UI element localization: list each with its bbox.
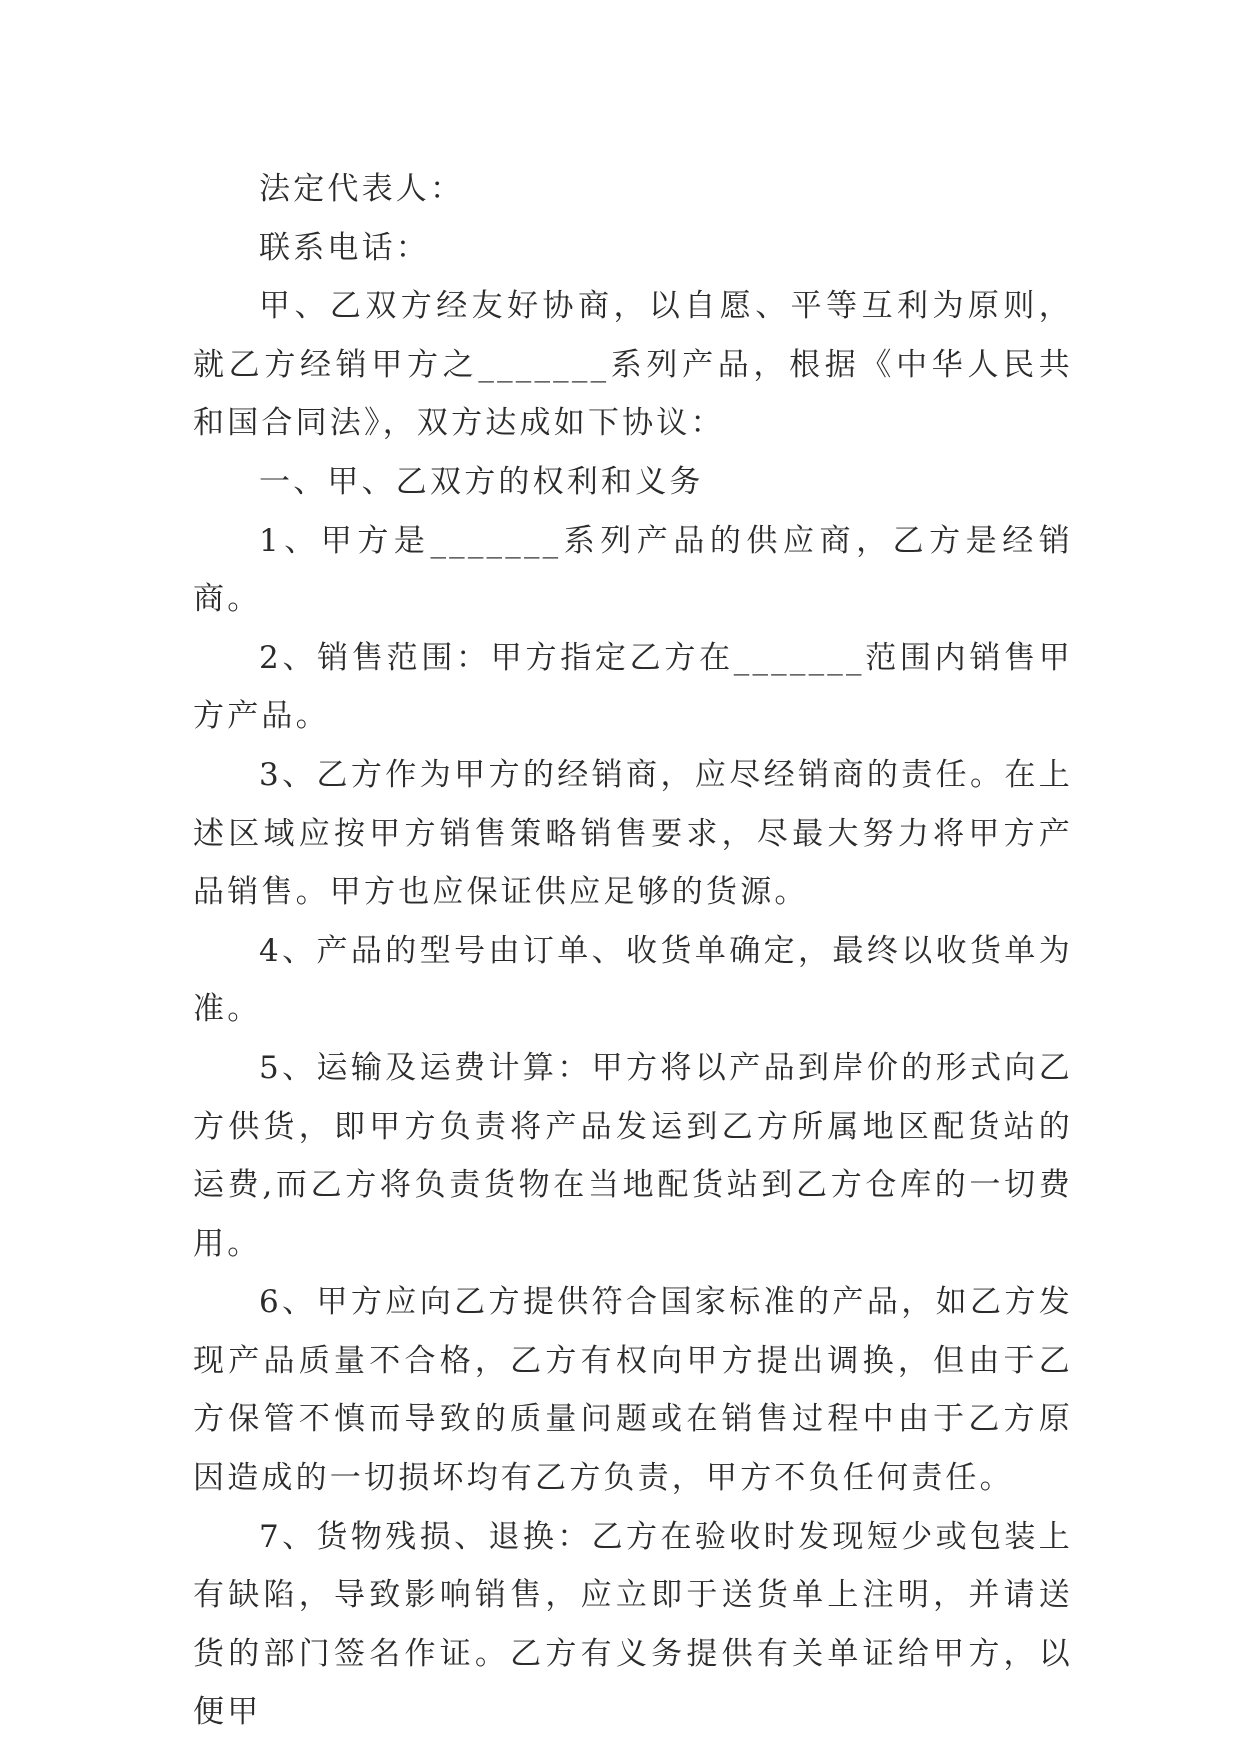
clause-4: 4、产品的型号由订单、收货单确定，最终以收货单为准。 xyxy=(193,932,1073,1028)
contract-preamble: 甲、乙双方经友好协商，以自愿、平等互利为原则，就乙方经销甲方之_______系列产品，根据《中华人民共和国合同法》，双方达成如下协议： xyxy=(193,288,1073,442)
clause-1: 1、甲方是_______系列产品的供应商，乙方是经销商。 xyxy=(193,522,1073,618)
clause-3: 3、乙方作为甲方的经销商，应尽经销商的责任。在上述区域应按甲方销售策略销售要求，尽最大努力将甲方产品销售。甲方也应保证供应足够的货源。 xyxy=(193,756,1073,911)
contact-phone-field: 联系电话： xyxy=(259,229,430,266)
section-heading: 一、甲、乙双方的权利和义务 xyxy=(259,463,704,500)
legal-representative-field: 法定代表人： xyxy=(259,171,465,207)
clause-2: 2、销售范围：甲方指定乙方在_______范围内销售甲方产品。 xyxy=(193,639,1073,735)
clause-7: 7、货物残损、退换：乙方在验收时发现短少或包装上有缺陷，导致影响销售，应立即于送货单上注明，并请送货的部门签名作证。乙方有义务提供有关单证给甲方，以便甲 xyxy=(193,1518,1073,1731)
clause-6: 6、甲方应向乙方提供符合国家标准的产品，如乙方发现产品质量不合格，乙方有权向甲方提出调换，但由于乙方保管不慎而导致的质量问题或在销售过程中由于乙方原因造成的一切损坏均有乙方负责，甲方不负任何责任。 xyxy=(193,1284,1073,1497)
clause-5: 5、运输及运费计算：甲方将以产品到岸价的形式向乙方供货，即甲方负责将产品发运到乙方所属地区配货站的运费,而乙方将负责货物在当地配货站到乙方仓库的一切费用。 xyxy=(193,1049,1073,1262)
contract-body xyxy=(193,160,1073,1742)
